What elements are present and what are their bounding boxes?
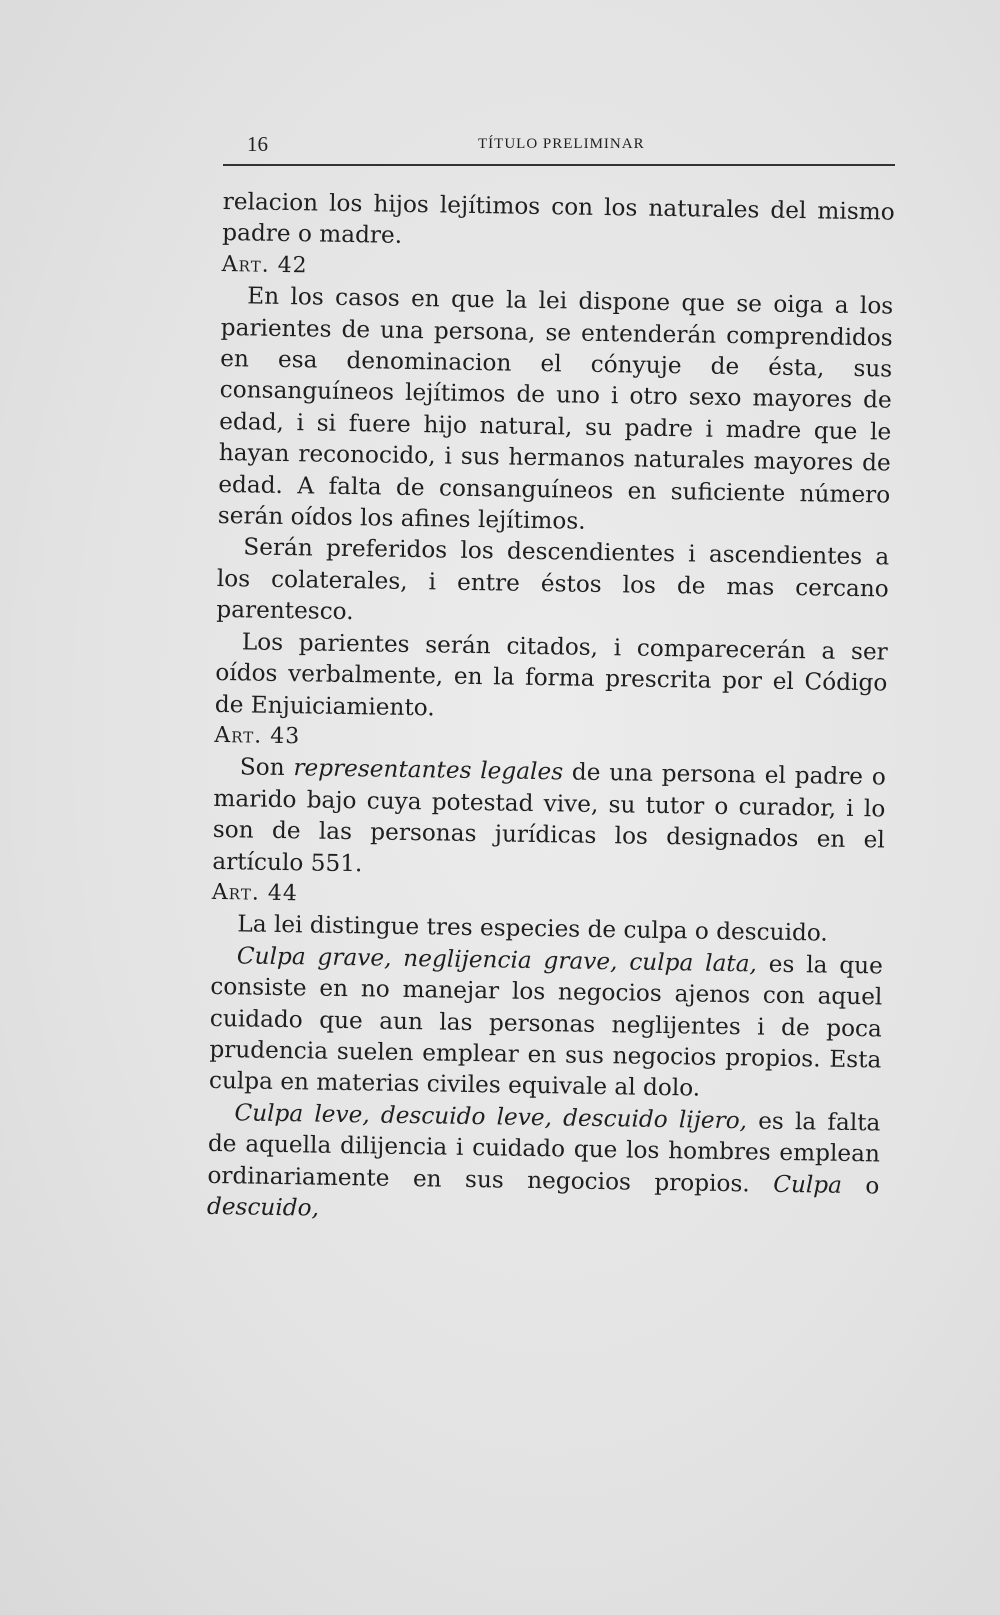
paragraph-continuation: relacion los hijos lejítimos con los naturales del mismo padre o madre.	[222, 187, 895, 250]
article-42-paragraph-3: Los parientes serán citados, i comparecerán a ser oídos verbalmente, en la forma prescrita por el Código de Enjuiciamiento.	[214, 628, 888, 721]
text-run: es la que consiste en no manejar los negocios ajenos con aquel cuidado que aun las personas neglijentes i de poca prudencia suelen emplear en sus negocios propios. Esta culpa en materias civiles equivale al dolo.	[208, 950, 884, 1102]
article-42-paragraph-1: En los casos en que la lei dispone que se oiga a los parientes de una persona, se entenderán comprendidos en esa denominacion el cónyuje de ésta, sus consanguíneos lejítimos de uno i otro sexo mayores de edad, i si fuere hijo natural, su padre i madre que le hayan reconocido, i sus hermanos naturales mayores de edad. A falta de consanguíneos en suficiente número serán oídos los afines lejítimos.	[217, 282, 894, 535]
article-44-paragraph-3	[207, 1097, 881, 1233]
italic-term: descuido,	[206, 1192, 320, 1222]
article-42-paragraph-2: Serán preferidos los descendientes i ascendientes a los colaterales, i entre éstos los de mas cercano parentesco.	[216, 533, 890, 626]
italic-term: representantes legales	[293, 754, 564, 786]
italic-term: Culpa	[772, 1170, 843, 1199]
page-number: 16	[247, 132, 268, 156]
text-run: Son	[239, 753, 294, 782]
page-header	[223, 128, 895, 166]
article-42-heading: Art. 42	[221, 251, 308, 279]
article-44-paragraph-2	[209, 940, 883, 1108]
italic-term: Culpa leve, descuido leve, descuido lijero,	[234, 1099, 748, 1135]
text-run: es la falta de aquella dilijencia i cuidado que los hombres emplean ordinariamente en sus negocios propios.	[207, 1107, 881, 1198]
page-body	[207, 186, 895, 1233]
text-run: de una persona el padre o marido bajo cuya potestad vive, su tutor o curador, i lo son de las personas jurídicas los designados en el artículo 551.	[212, 758, 886, 877]
article-43-heading: Art. 43	[214, 722, 301, 750]
article-43-paragraph-1	[212, 751, 886, 887]
text-run: o	[841, 1171, 880, 1200]
article-44-paragraph-1: La lei distingue tres especies de culpa o descuido.	[237, 910, 828, 947]
italic-term: Culpa grave, neglijencia grave, culpa lata,	[236, 942, 758, 978]
article-44-heading: Art. 44	[211, 879, 298, 907]
running-title: TÍTULO PRELIMINAR	[478, 136, 645, 152]
